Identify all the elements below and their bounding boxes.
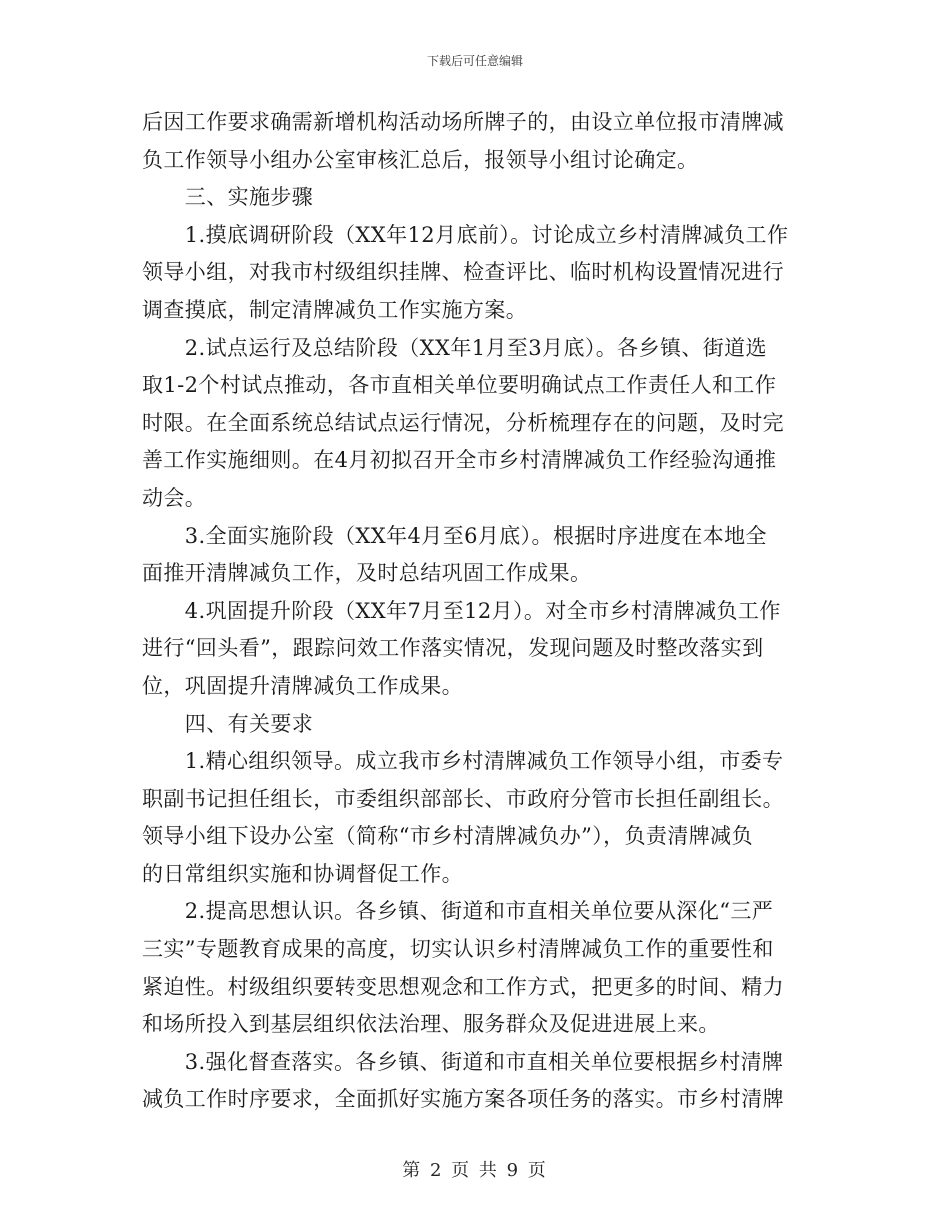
text-line: 三实”专题教育成果的高度，切实认识乡村清牌减负工作的重要性和 (142, 937, 774, 962)
text-line: 领导小组下设办公室（简称“市乡村清牌减负办”），负责清牌减负 (142, 824, 753, 849)
text-line: 3.强化督查落实。各乡镇、街道和市直相关单位要根据乡村清牌 (142, 1049, 784, 1074)
text-line: 4.巩固提升阶段（XX年7月至12月）。对全市乡村清牌减负工作 (142, 598, 781, 623)
text-line: 后因工作要求确需新增机构活动场所牌子的，由设立单位报市清牌减 (142, 110, 784, 134)
text-line: 3.全面实施阶段（XX年4月至6月底）。根据时序进度在本地全 (142, 523, 767, 548)
text-line: 2.试点运行及总结阶段（XX年1月至3月底）。各乡镇、街道选 (142, 335, 767, 360)
text-line: 时限。在全面系统总结试点运行情况，分析梳理存在的问题，及时完 (142, 410, 784, 435)
text-line: 2.提高思想认识。各乡镇、街道和市直相关单位要从深化“三严 (142, 899, 774, 924)
text-line: 紧迫性。村级组织要转变思想观念和工作方式，把更多的时间、精力 (142, 974, 784, 999)
text-line: 位，巩固提升清牌减负工作成果。 (142, 673, 463, 698)
text-line: 面推开清牌减负工作，及时总结巩固工作成果。 (142, 561, 592, 586)
page-footer: 第 2 页 共 9 页 (402, 1160, 548, 1181)
text-line: 和场所投入到基层组织依法治理、服务群众及促进进展上来。 (142, 1012, 720, 1037)
text-line: 善工作实施细则。在4月初拟召开全市乡村清牌减负工作经验沟通推 (142, 448, 777, 473)
text-line: 进行“回头看”，跟踪问效工作落实情况，发现问题及时整改落实到 (142, 636, 764, 661)
text-line: 动会。 (142, 485, 207, 510)
text-line: 三、实施步骤 (142, 185, 314, 210)
text-line: 1.精心组织领导。成立我市乡村清牌减负工作领导小组，市委专 (142, 749, 784, 774)
text-line: 四、有关要求 (142, 711, 314, 736)
text-line: 减负工作时序要求，全面抓好实施方案各项任务的落实。市乡村清牌 (142, 1087, 784, 1112)
page-header: 下载后可任意编辑 (426, 54, 523, 68)
text-line: 取1-2个村试点推动，各市直相关单位要明确试点工作责任人和工作 (142, 373, 777, 398)
text-line: 领导小组，对我市村级组织挂牌、检查评比、临时机构设置情况进行 (142, 260, 784, 285)
text-line: 调查摸底，制定清牌减负工作实施方案。 (142, 297, 528, 322)
text-line: 职副书记担任组长，市委组织部部长、市政府分管市长担任副组长。 (142, 786, 784, 811)
document-body (142, 104, 808, 1119)
text-line: 负工作领导小组办公室审核汇总后，报领导小组讨论确定。 (142, 147, 699, 172)
text-line: 1.摸底调研阶段（XX年12月底前）。讨论成立乡村清牌减负工作 (142, 222, 789, 247)
text-line: 的日常组织实施和协调督促工作。 (142, 861, 463, 886)
